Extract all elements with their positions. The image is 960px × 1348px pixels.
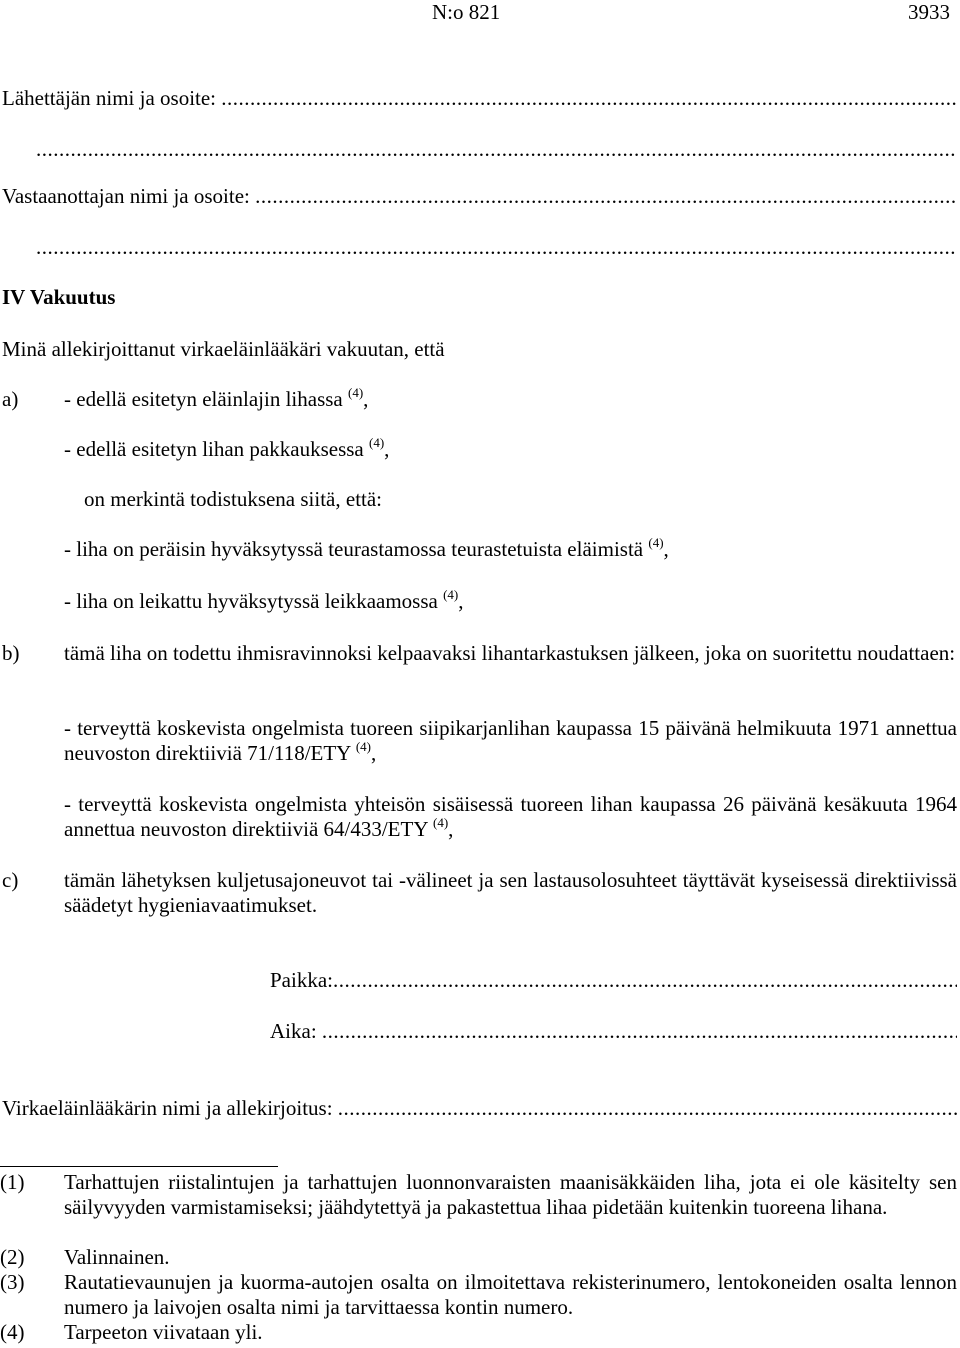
signature-field (2, 1096, 957, 1121)
item-b-sub2: - terveyttä koskevista ongelmista yhteisön sisäisessä tuoreen lihan kaupassa 26 päivänä kesäkuuta 1964 annettua neuvoston direktiiviä 64/433/ETY $^{(4)}$, (64, 792, 957, 841)
item-a-line2: - edellä esitetyn lihan pakkauksessa $^{(4)}$, (64, 435, 390, 461)
footnote-ref: (4) (443, 587, 459, 602)
item-b-marker: b) (2, 641, 20, 665)
page-number: 3933 (908, 0, 950, 24)
receiver-dots (255, 184, 957, 209)
receiver-dots-line2 (36, 235, 957, 260)
item-a-line5: - liha on leikattu hyväksytyssä leikkaamossa $^{(4)}$, (64, 587, 464, 613)
signature-dots (338, 1096, 957, 1121)
place-field (270, 968, 957, 993)
item-a-marker: a) (2, 387, 19, 411)
footnote-number: (3) (0, 1270, 25, 1294)
item-a-line4: - liha on peräisin hyväksytyssä teurastamossa teurastetuista eläimistä $^{(4)}$, (64, 535, 669, 561)
footnote-ref: (4) (347, 385, 364, 400)
footnote-number: (1) (0, 1170, 25, 1194)
place-label: Paikka: (270, 968, 333, 992)
receiver-label: Vastaanottajan nimi ja osoite: (2, 184, 250, 208)
section-title: IV Vakuutus (2, 285, 116, 309)
receiver-field-line2 (36, 235, 957, 260)
footnote-text: Tarpeeton viivataan yli. (64, 1320, 263, 1344)
footnote-number: (2) (0, 1245, 25, 1269)
footnote-number: (4) (0, 1320, 25, 1344)
signature-label: Virkaeläinlääkärin nimi ja allekirjoitus: (2, 1096, 333, 1120)
footnote-text: Tarhattujen riistalintujen ja tarhattujen luonnonvaraisten maanisäkkäiden liha, jota ei ole käsitelty sen säilyvyyden varmistamiseksi; jäähdytettyä ja pakastettua lihaa pidetään kuitenkin tuoreena lihana. (64, 1170, 957, 1219)
sender-dots-line2 (36, 137, 957, 162)
item-c-text: tämän lähetyksen kuljetusajoneuvot tai -välineet ja sen lastausolosuhteet täyttävät kyseisessä direktiivissä säädetyt hygieniavaatimukset. (64, 868, 957, 917)
place-dots (333, 968, 957, 993)
sender-field (2, 86, 957, 111)
declaration-intro: Minä allekirjoittanut virkaeläinlääkäri vakuutan, että (2, 337, 445, 361)
item-b-sub1: - terveyttä koskevista ongelmista tuoreen siipikarjanlihan kaupassa 15 päivänä helmikuuta 1971 annettua neuvoston direktiiviä 71/118/ETY $^{(4)}$, (64, 716, 957, 765)
item-a-line3: on merkintä todistuksena siitä, että: (84, 487, 383, 511)
footnote-ref: (4) (355, 739, 371, 754)
receiver-field (2, 184, 957, 209)
time-label: Aika: (270, 1019, 317, 1043)
sender-dots (221, 86, 957, 111)
footnote-ref: (4) (648, 535, 664, 550)
time-field (270, 1019, 957, 1044)
item-c-marker: c) (2, 868, 19, 892)
item-b-text: tämä liha on todettu ihmisravinnoksi kelpaavaksi lihantarkastuksen jälkeen, joka on suoritettu noudattaen: (64, 641, 956, 665)
sender-field-line2 (36, 137, 957, 162)
footnote-text: Rautatievaunujen ja kuorma-autojen osalta on ilmoitettava rekisterinumero, lentokoneiden osalta lennon numero ja laivojen osalta nimi ja tarvittaessa kontin numero. (64, 1270, 957, 1319)
sender-label: Lähettäjän nimi ja osoite: (2, 86, 217, 110)
footnote-ref: (4) (368, 435, 385, 450)
footnote-divider (0, 1166, 278, 1167)
footnote-ref: (4) (432, 815, 449, 830)
document-number: N:o 821 (432, 0, 501, 24)
time-dots (322, 1019, 957, 1044)
item-a-line1: - edellä esitetyn eläinlajin lihassa $^{(4)}$, (64, 385, 369, 411)
footnote-text: Valinnainen. (64, 1245, 170, 1269)
